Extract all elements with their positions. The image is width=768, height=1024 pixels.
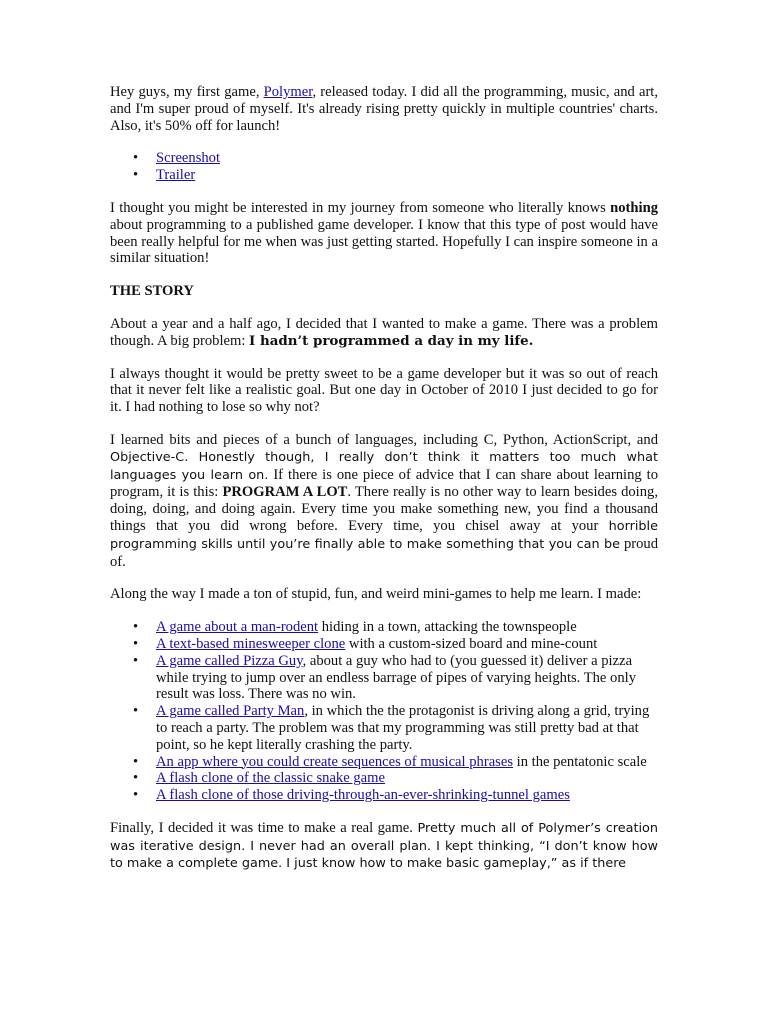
story-p3-text-1: I learned bits and pieces of a bunch of languages, including C, Python, ActionScript, and xyxy=(110,431,658,448)
finally-text: Finally, I decided it was time to make a real game. xyxy=(110,819,418,836)
bullet-icon: • xyxy=(133,753,139,770)
minigame-link-pizza-guy[interactable]: A game called Pizza Guy xyxy=(156,652,303,669)
polymer-link[interactable]: Polymer xyxy=(263,84,313,100)
story-p3-bold-text: PROGRAM A LOT xyxy=(222,484,348,501)
list-item xyxy=(133,619,658,636)
intro-paragraph xyxy=(110,84,658,134)
trailer-link[interactable]: Trailer xyxy=(156,167,196,184)
list-item xyxy=(133,167,658,184)
minigame-link-tunnel[interactable]: A flash clone of those driving-through-an-ever-shrinking-tunnel games xyxy=(156,787,570,804)
story-p3-text-2: If there is one piece of advice that I can share about learning to program, it is this: xyxy=(110,466,659,501)
finally-mixed-text: Pretty much all of Polymer’s creation was iterative design. I never had an overall plan. I kept thinking, “I don’t know how to make a complete game. I just know how to make basic gameplay,” as if there xyxy=(110,820,658,872)
bullet-icon: • xyxy=(133,167,139,184)
minigame-description: with a custom-sized board and mine-count xyxy=(345,635,598,652)
story-p3-text-4: proud of. xyxy=(110,535,658,570)
media-links-list xyxy=(110,150,658,184)
bullet-icon: • xyxy=(133,652,139,669)
minigame-description: hiding in a town, attacking the townspeople xyxy=(318,619,577,636)
story-p3-mixed-text-1: Objective-C. Honestly though, I really don’t think it matters too much what languages you learn on. xyxy=(110,449,658,483)
story-p1-bold-text: I hadn’t programmed a day in my life. xyxy=(249,332,534,349)
minigame-description: , about a guy who had to (you guessed it) deliver a pizza while trying to jump over an endless barrage of pipes of varying heights. The only result was loss. There was no win. xyxy=(156,652,636,703)
story-paragraph-2: I always thought it would be pretty sweet to be a game developer but it was so out of reach that it never felt like a realistic goal. But one day in October of 2010 I just decided to go for it. I had nothing to lose so why not? xyxy=(110,365,658,416)
bullet-icon: • xyxy=(133,787,139,804)
journey-text-end: about programming to a published game developer. I know that this type of post would have been really helpful for me when was just getting started. Hopefully I can inspire someone in a similar situation! xyxy=(110,216,658,267)
minigame-description: in the pentatonic scale xyxy=(513,753,647,770)
bullet-icon: • xyxy=(133,619,139,636)
intro-text-end: , released today. I did all the programming, music, and art, and I'm super proud of myself. It's already rising pretty quickly in multiple countries' charts. Also, it's 50% off for launch! xyxy=(110,84,659,134)
minigame-link-man-rodent[interactable]: A game about a man-rodent xyxy=(156,619,319,636)
story-paragraph-3 xyxy=(110,432,658,570)
story-p3-text-3: . There really is no other way to learn besides doing, doing, doing, and doing again. Every time you make something new, you find a thousand things that you did wrong before. Every time, you chisel away at your xyxy=(110,484,658,534)
minigame-description: , in which the the protagonist is driving along a grid, trying to reach a party. The problem was that my programming was still pretty bad at that point, so he kept literally crashing the party. xyxy=(156,703,650,753)
list-item xyxy=(133,770,658,787)
story-paragraph-1 xyxy=(110,316,658,350)
list-item xyxy=(133,787,658,804)
bullet-icon: • xyxy=(133,703,139,720)
story-p3-mixed-text-2: horrible programming skills until you’re finally able to make something that you can be xyxy=(110,518,658,552)
screenshot-link[interactable]: Screenshot xyxy=(156,150,221,167)
story-heading: THE STORY xyxy=(110,283,194,300)
intro-text-start: Hey guys, my first game, xyxy=(110,84,264,100)
journey-bold-text: nothing xyxy=(610,199,658,216)
minigame-link-musical-phrases[interactable]: An app where you could create sequences of musical phrases xyxy=(156,753,514,770)
story-p1-text: About a year and a half ago, I decided that I wanted to make a game. There was a problem though. A big problem: xyxy=(110,315,658,349)
minigame-link-minesweeper[interactable]: A text-based minesweeper clone xyxy=(156,635,346,652)
list-item xyxy=(133,703,658,753)
finally-paragraph xyxy=(110,820,658,873)
bullet-icon: • xyxy=(133,635,139,652)
bullet-icon: • xyxy=(133,150,139,167)
journey-paragraph xyxy=(110,200,658,267)
minigame-link-snake[interactable]: A flash clone of the classic snake game xyxy=(156,770,385,787)
bullet-icon: • xyxy=(133,770,139,787)
minigames-intro: Along the way I made a ton of stupid, fun, and weird mini-games to help me learn. I made: xyxy=(110,586,642,603)
list-item xyxy=(133,635,658,653)
journey-text-start: I thought you might be interested in my journey from someone who literally knows xyxy=(110,199,611,216)
list-item xyxy=(133,753,658,771)
list-item xyxy=(133,150,658,167)
minigame-link-party-man[interactable]: A game called Party Man xyxy=(156,703,305,720)
minigames-list xyxy=(110,619,658,804)
list-item xyxy=(133,652,658,703)
